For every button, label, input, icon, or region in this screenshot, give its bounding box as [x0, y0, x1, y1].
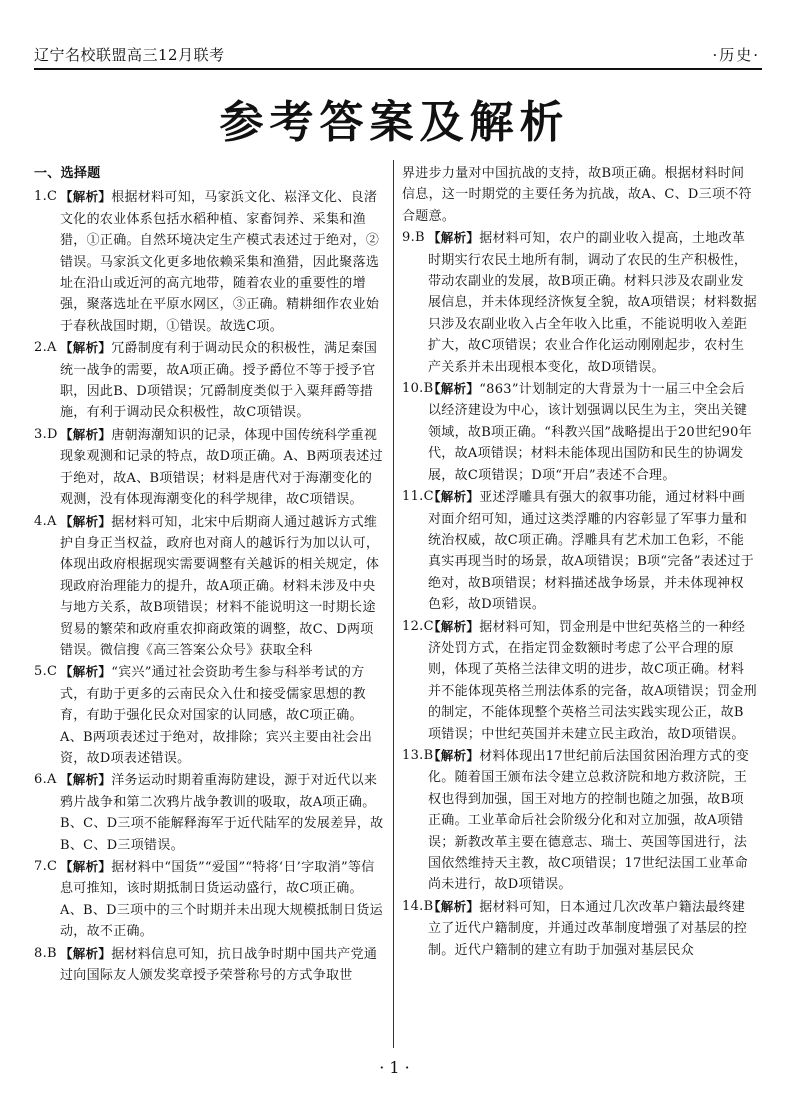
answer-body: 洋务运动时期着重海防建设，源于对近代以来鸦片战争和第二次鸦片战争教训的吸取，故A项正确。B、C、D三项不能解释海军于近代陆军的发展差异，故B、C、D三项错误。: [60, 773, 384, 853]
answer-body: 据材料可知，农户的副业收入提高，土地改革时期实行农民土地所有制，调动了农民的生产积极性，带动农副业的发展，故B项正确。材料只涉及农副业发展信息，并未体现经济恢复全貌，故A项错误；材料数据只涉及农副业收入占全年收入比重，不能说明收入差距扩大，故C项错误；农业合作化运动刚刚起步，农村生产关系并未出现根本变化，故D项错误。: [428, 231, 757, 375]
answer-item-4: [34, 511, 385, 662]
answer-number: 3.D: [34, 426, 58, 442]
answer-body: 亚述浮雕具有强大的叙事功能，通过材料中画对面介绍可知，通过这类浮雕的内容彰显了军事力量和统治权威，故C项正确。浮雕具有艺术加工色彩，不能真实再现当时的场景，故A项错误；B项“完备”表述过于绝对，故B项错误；材料描述战争场景，并未体现神权色彩，故D项错误。: [428, 490, 755, 613]
answer-item-7: [34, 856, 385, 943]
subject-label: ·历史·: [712, 46, 760, 64]
answer-number: 7.C: [34, 859, 58, 874]
page-header: [34, 40, 762, 70]
answer-body: “863”计划制定的大背景为十一届三中全会后以经济建设为中心，该计划强调以民生为主，突出关键领域，故B项正确。“科教兴国”战略提出于20世纪90年代，故A项错误；材料未能体现出国防和民生的协调发展，故C项错误；D项“开启”表述不合理。: [428, 382, 753, 483]
section-heading: 一、选择题: [34, 166, 101, 181]
answer-body: 据材料可知，北宋中后期商人通过越诉方式维护自身正当权益，政府也对商人的越诉行为加以认可，体现出政府根据现实需要调整有关越诉的相关规定，体现政府治理能力的提升，故A项正确。材料未涉及中央与地方关系，故B项错误；材料不能说明这一时期长途贸易的繁荣和政府重农抑商政策的调整，故C、D两项错误。微信搜《高三答案公众号》获取全科: [60, 514, 380, 658]
answer-item-3: [34, 424, 385, 511]
answer-body: 材料体现出17世纪前后法国贫困治理方式的变化。随着国王颁布法令建立总救济院和地方救济院，王权也得到加强，国王对地方的控制也随之加强，故B项正确。工业革命后社会阶级分化和对立加强，故A项错误；新教改革主要在德意志、瑞士、英国等国进行，法国依然维持天主教，故C项错误；17世纪法国工业革命尚未进行，故D项错误。: [428, 748, 750, 893]
answer-body: 据材料信息可知，抗日战争时期中国共产党通过向国际友人颁发奖章授予荣誉称号的方式争取世: [60, 946, 378, 984]
answer-number: 11.C: [402, 489, 434, 505]
answer-number: 1.C: [34, 189, 58, 205]
page-title: 参考答案及解析: [219, 97, 570, 148]
answer-body: 据材料中“国货”“爱国”“特将‘日’字取消”等信息可推知，该时期抵制日货运动盛行，故C项正确。A、B、D三项中的三个时期并未出现大规模抵制日货运动，故不正确。: [60, 860, 383, 940]
analysis-tag: 【解析】: [428, 381, 480, 397]
answer-body: 冗爵制度有利于调动民众的积极性，满足秦国统一战争的需要，故A项正确。授予爵位不等于授予官职，因此B、D项错误；冗爵制度类似于入粟拜爵等措施，有利于调动民众积极性，故C项错误。: [60, 341, 378, 421]
answer-item-9: [402, 227, 757, 378]
analysis-tag: 【解析】: [60, 859, 112, 874]
answer-item-2: [34, 337, 385, 424]
answer-number: 14.B: [402, 898, 434, 914]
page-number: · 1 ·: [379, 1058, 410, 1077]
answer-number: 8.B: [34, 945, 57, 961]
analysis-tag: 【解析】: [60, 189, 112, 205]
answer-number: 6.A: [34, 772, 57, 788]
answer-number: 13.B: [402, 747, 434, 763]
analysis-tag: 【解析】: [428, 898, 480, 914]
analysis-tag: 【解析】: [60, 426, 112, 442]
answer-item-5: [34, 661, 385, 769]
answer-body: 根据材料可知，马家浜文化、崧泽文化、良渚文化的农业体系包括水稻种植、家畜饲养、采集和渔猎，①正确。自然环境决定生产模式表述过于绝对，②错误。马家浜文化更多地依赖采集和渔猎，因此聚落选址在沿山或近河的高亢地带，随着农业的重要性的增强，聚落选址在平原水网区，③正确。精耕细作农业始于春秋战国时期，①错误。故选C项。: [60, 190, 380, 334]
answer-item-1: [34, 186, 385, 337]
answer-body: 据材料可知，日本通过几次改革户籍法最终建立了近代户籍制度，并通过改革制度增强了对基层的控制。近代户籍制的建立有助于加强对基层民众: [428, 899, 748, 958]
analysis-tag: 【解析】: [428, 489, 480, 505]
answer-item-6: [34, 769, 385, 856]
answer-body: 唐朝海潮知识的记录，体现中国传统科学重视现象观测和记录的特点，故D项正确。A、B两项表述过于绝对，故A、B项错误；材料是唐代对于海潮变化的观测，没有体现海潮变化的科学规律，故C项错误。: [60, 427, 383, 508]
answer-item-12: [402, 616, 757, 745]
answer-item-14: [402, 896, 757, 961]
answer-item-11: [402, 486, 757, 615]
answer-number: 2.A: [34, 340, 57, 356]
answer-item-8-continued: [402, 163, 757, 227]
answer-number: 12.C: [402, 618, 434, 634]
left-column: [34, 163, 385, 986]
column-divider: [393, 160, 394, 1048]
analysis-tag: 【解析】: [60, 772, 112, 788]
answer-body: 界进步力量对中国抗战的支持，故B项正确。根据材料时间信息，这一时期党的主要任务为抗战，故A、C、D三项不符合题意。: [402, 166, 752, 224]
answer-number: 4.A: [34, 513, 57, 529]
analysis-tag: 【解析】: [428, 618, 480, 634]
right-column: [402, 163, 757, 961]
answer-body: 据材料可知，罚金刑是中世纪英格兰的一种经济处罚方式，在指定罚金数额时考虑了公平合理的原则，体现了英格兰法律文明的进步，故C项正确。材料并不能体现英格兰刑法体系的完备，故A项错误；罚金刑的制定，不能体现整个英格兰司法实践实现公正，故B项错误；中世纪英国并未建立民主政治，故D项错误。: [428, 619, 757, 742]
answer-item-13: [402, 745, 757, 896]
analysis-tag: 【解析】: [60, 664, 112, 680]
analysis-tag: 【解析】: [428, 230, 480, 246]
answer-number: 5.C: [34, 664, 58, 680]
answer-item-10: [402, 378, 757, 486]
exam-title: 辽宁名校联盟高三12月联考: [34, 46, 225, 64]
answer-number: 9.B: [402, 230, 425, 246]
answer-body: “宾兴”通过社会资助考生参与科举考试的方式，有助于更多的云南民众入仕和接受儒家思想的教育，有助于强化民众对国家的认同感，故C项正确。A、B两项表述过于绝对，故排除；宾兴主要由社会出资，故D项表述错误。: [60, 665, 373, 766]
answer-number: 10.B: [402, 381, 434, 397]
analysis-tag: 【解析】: [60, 340, 112, 356]
answer-item-8: [34, 943, 385, 987]
analysis-tag: 【解析】: [60, 513, 112, 529]
analysis-tag: 【解析】: [60, 945, 112, 961]
analysis-tag: 【解析】: [428, 747, 480, 763]
